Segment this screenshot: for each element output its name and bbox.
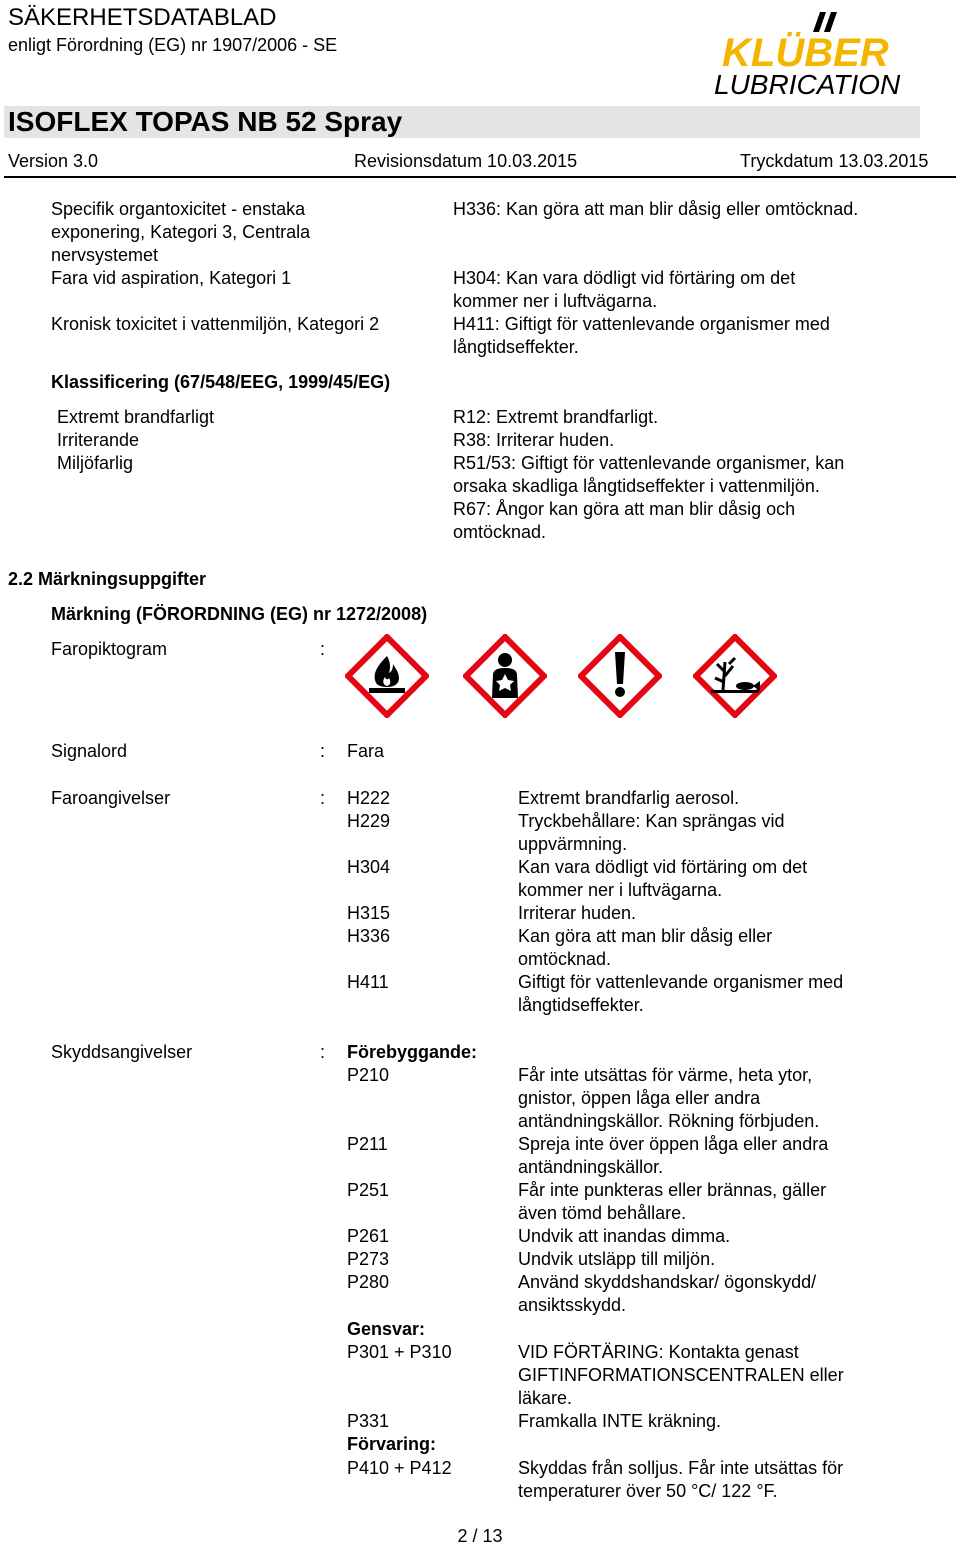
- precaution-code: P251: [347, 1180, 390, 1200]
- logo-wordmark: KLÜBER: [722, 31, 889, 75]
- precaution-code: P273: [347, 1249, 390, 1269]
- precaution-text: Får inte utsättas för värme, heta ytor, gnistor, öppen låga eller andra antändningskällor. Rökning förbjuden.: [518, 1065, 820, 1131]
- precaution-code: P280: [347, 1272, 390, 1292]
- precaution-code: P211: [347, 1134, 388, 1154]
- flame-icon: [345, 634, 429, 718]
- revision-date: Revisionsdatum 10.03.2015: [354, 151, 578, 171]
- exclamation-icon: [578, 634, 662, 718]
- precaution-text: Spreja inte över öppen låga eller andra antändningskällor.: [518, 1134, 829, 1177]
- hazard-text: Extremt brandfarlig aerosol.: [518, 788, 740, 808]
- dsd-heading: Klassificering (67/548/EEG, 1999/45/EG): [51, 372, 391, 392]
- response-heading: Gensvar:: [347, 1319, 426, 1339]
- precaution-text: VID FÖRTÄRING: Kontakta genast GIFTINFORMATIONSCENTRALEN eller läkare.: [518, 1342, 844, 1408]
- hazard-text: Kan göra att man blir dåsig eller omtöcknad.: [518, 926, 773, 969]
- hazard-code: H411: [347, 972, 389, 992]
- colon: :: [320, 639, 326, 659]
- precaution-text: Undvik utsläpp till miljön.: [518, 1249, 716, 1269]
- pictograms-label: Faropiktogram: [51, 639, 168, 659]
- clp-statement: H336: Kan göra att man blir dåsig eller omtöcknad.: [453, 199, 859, 219]
- hazard-label: Faroangivelser: [51, 788, 171, 808]
- hazard-code: H229: [347, 811, 391, 831]
- signal-word: Fara: [347, 741, 385, 761]
- colon: :: [320, 1042, 326, 1062]
- precaution-text: Får inte punkteras eller brännas, gäller även tömd behållare.: [518, 1180, 827, 1223]
- document-title: SÄKERHETSDATABLAD: [8, 4, 277, 31]
- prevention-heading: Förebyggande:: [347, 1042, 478, 1062]
- precaution-code: P210: [347, 1065, 390, 1085]
- dsd-classes: Extremt brandfarligt Irriterande Miljöfarlig: [57, 407, 215, 473]
- version: Version 3.0: [8, 151, 99, 171]
- signal-label: Signalord: [51, 741, 128, 761]
- hazard-code: H304: [347, 857, 391, 877]
- storage-heading: Förvaring:: [347, 1434, 437, 1454]
- clp-statement: H411: Giftigt för vattenlevande organismer med långtidseffekter.: [453, 314, 830, 357]
- clp-class: Fara vid aspiration, Kategori 1: [51, 268, 292, 288]
- precaution-text: Skyddas från solljus. Får inte utsättas för temperaturer över 50 °C/ 122 °F.: [518, 1458, 844, 1501]
- precaution-code: P331: [347, 1411, 390, 1431]
- precaution-code: P261: [347, 1226, 390, 1246]
- hazard-text: Irriterar huden.: [518, 903, 637, 923]
- environment-icon: [693, 634, 777, 718]
- section-heading: 2.2 Märkningsuppgifter: [8, 569, 207, 589]
- colon: :: [320, 741, 326, 761]
- hazard-text: Kan vara dödligt vid förtäring om det kommer ner i luftvägarna.: [518, 857, 808, 900]
- colon: :: [320, 788, 326, 808]
- header-rule: [4, 176, 956, 178]
- clp-statement: H304: Kan vara dödligt vid förtäring om det kommer ner i luftvägarna.: [453, 268, 796, 311]
- hazard-text: Tryckbehållare: Kan sprängas vid uppvärmning.: [518, 811, 785, 854]
- document-subtitle: enligt Förordning (EG) nr 1907/2006 - SE: [8, 35, 338, 55]
- clp-class: Specifik organtoxicitet - enstaka exponering, Kategori 3, Centrala nervsystemet: [51, 199, 311, 265]
- health-hazard-icon: [463, 634, 547, 718]
- regulation-heading: Märkning (FÖRORDNING (EG) nr 1272/2008): [51, 604, 428, 624]
- hazard-text: Giftigt för vattenlevande organismer med långtidseffekter.: [518, 972, 844, 1015]
- hazard-code: H222: [347, 788, 391, 808]
- logo-tagline: LUBRICATION: [714, 69, 901, 100]
- print-date: Tryckdatum 13.03.2015: [740, 151, 929, 171]
- kluber-logo: [700, 8, 950, 103]
- hazard-code: H336: [347, 926, 391, 946]
- precaution-text: Använd skyddshandskar/ ögonskydd/ ansiktsskydd.: [518, 1272, 817, 1315]
- precaution-label: Skyddsangivelser: [51, 1042, 193, 1062]
- precaution-code: P301 + P310: [347, 1342, 452, 1362]
- precaution-code: P410 + P412: [347, 1458, 452, 1478]
- hazard-code: H315: [347, 903, 391, 923]
- page-number: 2 / 13: [457, 1526, 503, 1546]
- clp-class: Kronisk toxicitet i vattenmiljön, Kategori 2: [51, 314, 380, 334]
- r-phrases: R12: Extremt brandfarligt. R38: Irriterar huden. R51/53: Giftigt för vattenlevande organismer, kan orsaka skadliga långtidseffekter i vattenmiljön. R67: Ångor kan göra att man blir dåsig och omtöcknad.: [453, 407, 845, 542]
- precaution-text: Framkalla INTE kräkning.: [518, 1411, 722, 1431]
- product-name: ISOFLEX TOPAS NB 52 Spray: [8, 106, 403, 137]
- precaution-text: Undvik att inandas dimma.: [518, 1226, 731, 1246]
